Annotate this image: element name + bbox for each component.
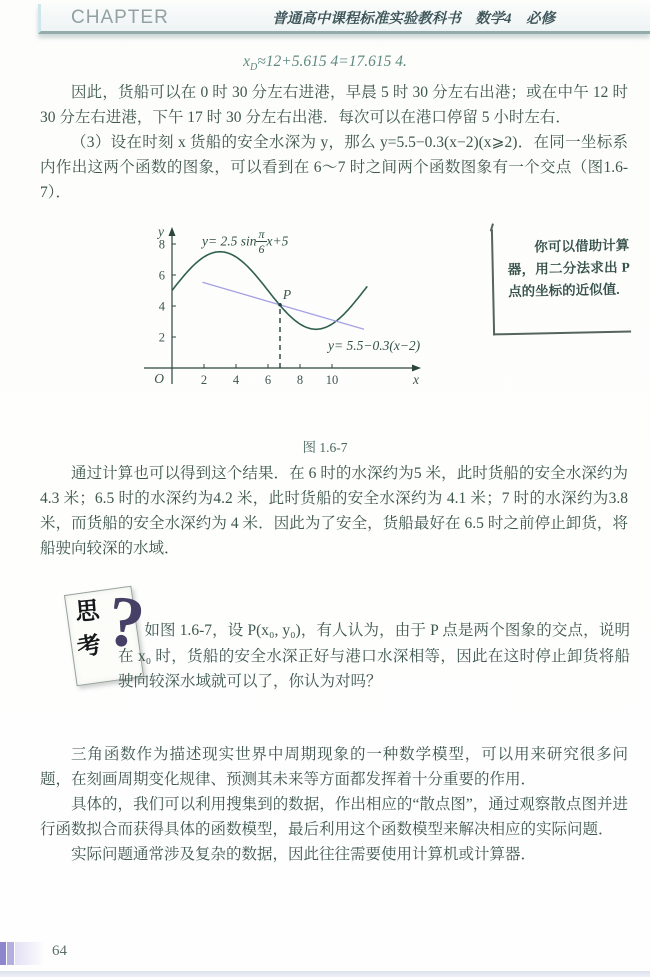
svg-text:10: 10 (325, 373, 339, 387)
formula-base: x (243, 53, 251, 70)
svg-text:O: O (154, 371, 164, 386)
page-header (38, 4, 650, 34)
figure-caption: 图 1.6-7 (302, 440, 348, 455)
question-mark-icon: ? (103, 580, 149, 664)
svg-text:P: P (282, 286, 292, 302)
footer-purple-bar-dark (0, 942, 6, 965)
bottom-edge-bar (0, 971, 650, 977)
curve-label-prefix: y= 2.5 sin (202, 233, 257, 249)
formula-subscript: D (250, 62, 258, 74)
paragraph-trig-model: 三角函数作为描述现实世界中周期现象的一种数学模型，可以用来研究很多问题，在刻画周期变化规律、预测其未来等方面都发挥着十分重要的作用． (40, 746, 628, 788)
svg-text:y: y (158, 224, 164, 239)
stamp-char-kao: 考 (75, 632, 104, 663)
paragraph-block-bottom (40, 742, 628, 867)
paragraph-safe-depth: （3）设在时刻 x 货船的安全水深为 y，那么 y=5.5−0.3(x−2)(x⩾2)．在同一坐标系内作出这两个函数的图象，可以看到在 6～7 时之间两个函数图象有一个交点（图1.6-7）． (40, 134, 628, 201)
svg-text:4: 4 (158, 299, 165, 314)
stamp-char-si: 思 (74, 598, 101, 627)
margin-note-text: 你可以借助计算器，用二分法求出 P 点的坐标的近似值. (507, 237, 630, 300)
formula-line (0, 53, 650, 73)
paragraph-block-middle (40, 461, 628, 561)
figure-1-6-7 (0, 220, 650, 436)
svg-text:6: 6 (264, 373, 272, 387)
svg-text:8: 8 (296, 373, 304, 387)
footer-decoration (0, 942, 60, 965)
paragraph-scatter-plot: 具体的，我们可以利用搜集到的数据，作出相应的“散点图”，通过观察散点图并进行函数拟合而获得具体的函数模型，最后利用这个函数模型来解决相应的实际问题． (40, 796, 628, 838)
footer-purple-fade (15, 942, 45, 965)
formula-rest: ≈12+5.615 4=17.615 4. (257, 53, 407, 70)
book-title: 普通高中课程标准实验教科书 数学4 必修 (272, 11, 555, 27)
linear-function-label: y= 5.5−0.3(x−2) (328, 338, 421, 353)
svg-text:8: 8 (158, 237, 165, 252)
svg-text:4: 4 (232, 373, 240, 387)
sine-curve-label (202, 228, 288, 255)
margin-note-box (491, 227, 631, 336)
paragraph-calculation-result: 通过计算也可以得到这个结果．在 6 时的水深约为5 米，此时货船的安全水深约为 4.3 米；6.5 时的水深约为4.2 米，此时货船的安全水深约为 4.1 米；7 时的水深约为3.8 米，而货船的安全水深约为 4 米．因此为了安全，货船最好在 6.5 时之前停止卸货，将船驶向较深的水域． (40, 465, 628, 557)
svg-text:2: 2 (200, 373, 208, 387)
curve-label-suffix: x+5 (266, 233, 289, 249)
svg-text:2: 2 (158, 330, 165, 345)
svg-text:6: 6 (158, 268, 165, 283)
page-number: 64 (52, 943, 67, 959)
chapter-label: CHAPTER (71, 6, 169, 28)
think-question-text: 如图 1.6-7，设 P(x₀, y₀)，有人认为，由于 P 点是两个图象的交点，说明在 x₀ 时，货船的安全水深正好与港口水深相等，因此在这时停止卸货将船驶向较深水域就可以了，你认为对吗？ (118, 622, 630, 690)
paragraph-computer-use: 实际问题通常涉及复杂的数据，因此往往需要使用计算机或计算器． (71, 846, 537, 863)
paragraph-block-top (40, 80, 628, 205)
fraction-pi-over-6: $\frac{\pi}{6}$ (258, 227, 265, 256)
svg-text:x: x (413, 372, 419, 387)
paragraph-ship-schedule: 因此，货船可以在 0 时 30 分左右进港，早晨 5 时 30 分左右出港；或在中午 12 时 30 分左右进港，下午 17 时 30 分左右出港．每次可以在港口停留 5 小时左右． (40, 84, 628, 126)
footer-purple-bar-light (7, 942, 14, 965)
think-section (0, 580, 650, 709)
